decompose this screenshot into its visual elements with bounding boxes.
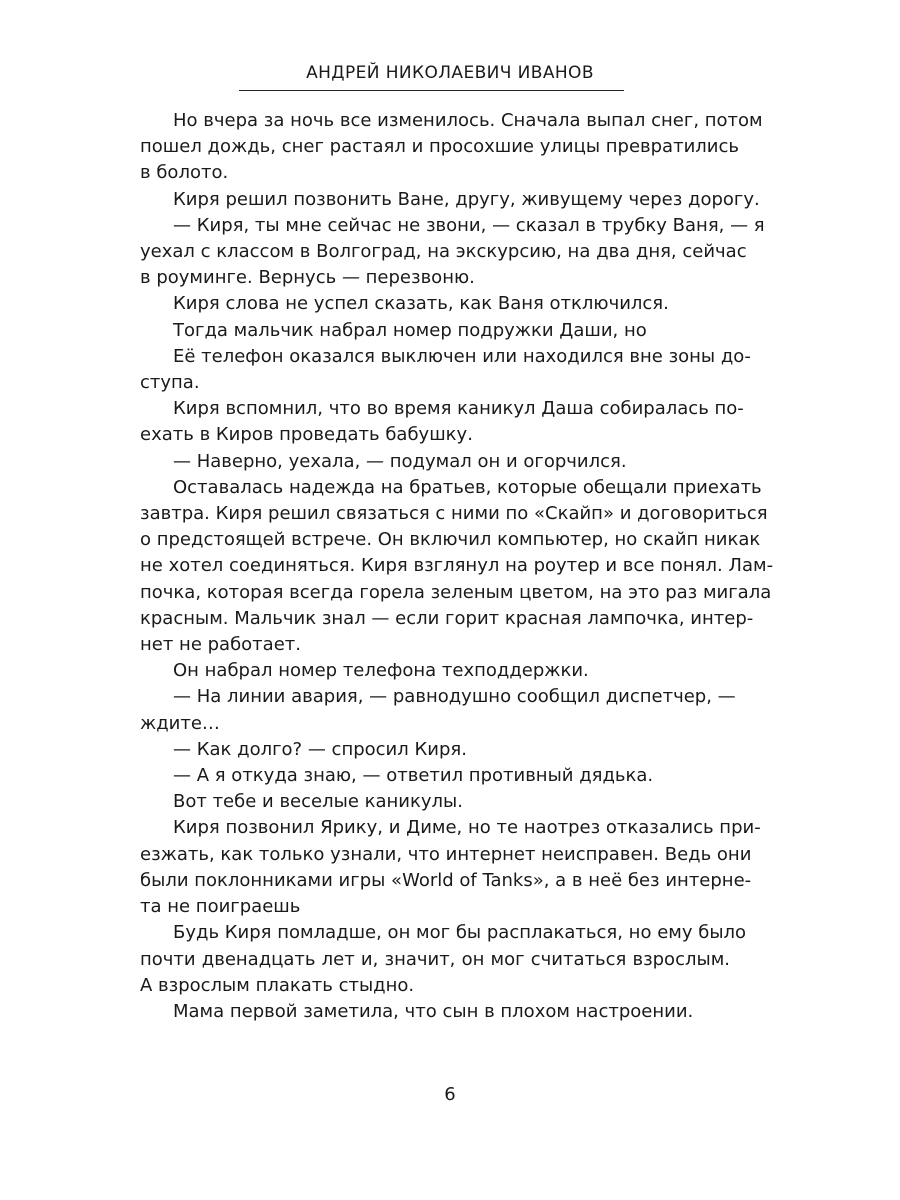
text-line: ступа. — [140, 372, 200, 394]
text-line: Её телефон оказался выключен или находился вне зоны до- — [173, 345, 751, 367]
paragraph — [140, 291, 730, 317]
text-line: в роуминге. Вернусь — перезвоню. — [140, 267, 475, 289]
text-line: езжать, как только узнали, что интернет неисправен. Ведь они — [140, 843, 752, 865]
paragraph — [140, 213, 765, 292]
text-line: Тогда мальчик набрал номер подружки Даши, но — [173, 319, 647, 341]
text-line: та не поиграешь — [140, 896, 301, 918]
text-line: почти двенадцать лет и, значит, он мог считаться взрослым. — [140, 948, 730, 970]
text-line: — Киря, ты мне сейчас не звони, — сказал в трубку Ваня, — я — [173, 214, 765, 236]
text-line: Киря позвонил Ярику, и Диме, но те наотрез отказались при- — [173, 817, 761, 839]
text-line: о предстоящей встрече. Он включил компьютер, но скайп никак — [140, 529, 761, 551]
text-line: — Как долго? — спросил Киря. — [173, 738, 467, 760]
text-line: Оставалась надежда на братьев, которые обещали приехать — [173, 476, 762, 498]
text-line: почка, которая всегда горела зеленым цветом, на это раз мигала — [140, 581, 772, 603]
text-line: Киря решил позвонить Ване, другу, живущему через дорогу. — [173, 188, 760, 210]
text-line: были поклонниками игры «World of Tanks», а в неё без интерне- — [140, 869, 752, 891]
paragraph — [140, 737, 730, 763]
text-line: А взрослым плакать стыдно. — [140, 974, 415, 996]
text-line: красным. Мальчик знал — если горит красная лампочка, интер- — [140, 607, 754, 629]
text-line: не хотел соединяться. Киря взглянул на роутер и все понял. Лам- — [140, 555, 774, 577]
text-line: ехать в Киров проведать бабушку. — [140, 424, 473, 446]
text-line: Будь Киря помладше, он мог бы расплакаться, но ему было — [173, 922, 747, 944]
page-number: 6 — [444, 1084, 456, 1105]
paragraph — [140, 449, 730, 475]
paragraph — [140, 999, 730, 1025]
text-line: ждите… — [140, 712, 220, 734]
paragraph — [140, 108, 763, 187]
text-line: Но вчера за ночь все изменилось. Сначала выпал снег, потом — [173, 110, 763, 131]
text-line: — На линии авария, — равнодушно сообщил диспетчер, — — [173, 686, 736, 708]
text-line: Мама первой заметила, что сын в плохом настроении. — [173, 1000, 694, 1022]
text-line: — Наверно, уехала, — подумал он и огорчился. — [173, 450, 627, 472]
paragraph — [140, 475, 774, 658]
paragraph — [140, 684, 736, 736]
text-line: Киря вспомнил, что во время каникул Даша собиралась по- — [173, 398, 744, 420]
paragraph — [140, 187, 760, 213]
text-line: Вот тебе и веселые каникулы. — [173, 791, 463, 813]
text-line: Он набрал номер телефона техподдержки. — [173, 660, 589, 682]
text-line: — А я откуда знаю, — ответил противный дядька. — [173, 765, 654, 787]
paragraph — [140, 318, 730, 344]
paragraph — [140, 658, 730, 684]
text-line: завтра. Киря решил связаться с ними по «Скайп» и договориться — [140, 503, 768, 525]
paragraph — [140, 815, 761, 920]
paragraph — [140, 920, 747, 999]
paragraph — [140, 789, 730, 815]
body-text — [140, 108, 774, 1025]
paragraph — [140, 763, 730, 789]
running-header-author: АНДРЕЙ НИКОЛАЕВИЧ ИВАНОВ — [306, 63, 594, 83]
paragraph — [140, 396, 744, 448]
paragraph — [140, 344, 751, 396]
text-line: уехал с классом в Волгоград, на экскурсию, на два дня, сейчас — [140, 241, 747, 263]
text-line: в болото. — [140, 162, 229, 184]
text-line: нет не работает. — [140, 634, 301, 656]
header-rule — [239, 90, 624, 91]
text-line: пошел дождь, снег растаял и просохшие улицы превратились — [140, 136, 739, 158]
text-line: Киря слова не успел сказать, как Ваня отключился. — [173, 293, 669, 315]
